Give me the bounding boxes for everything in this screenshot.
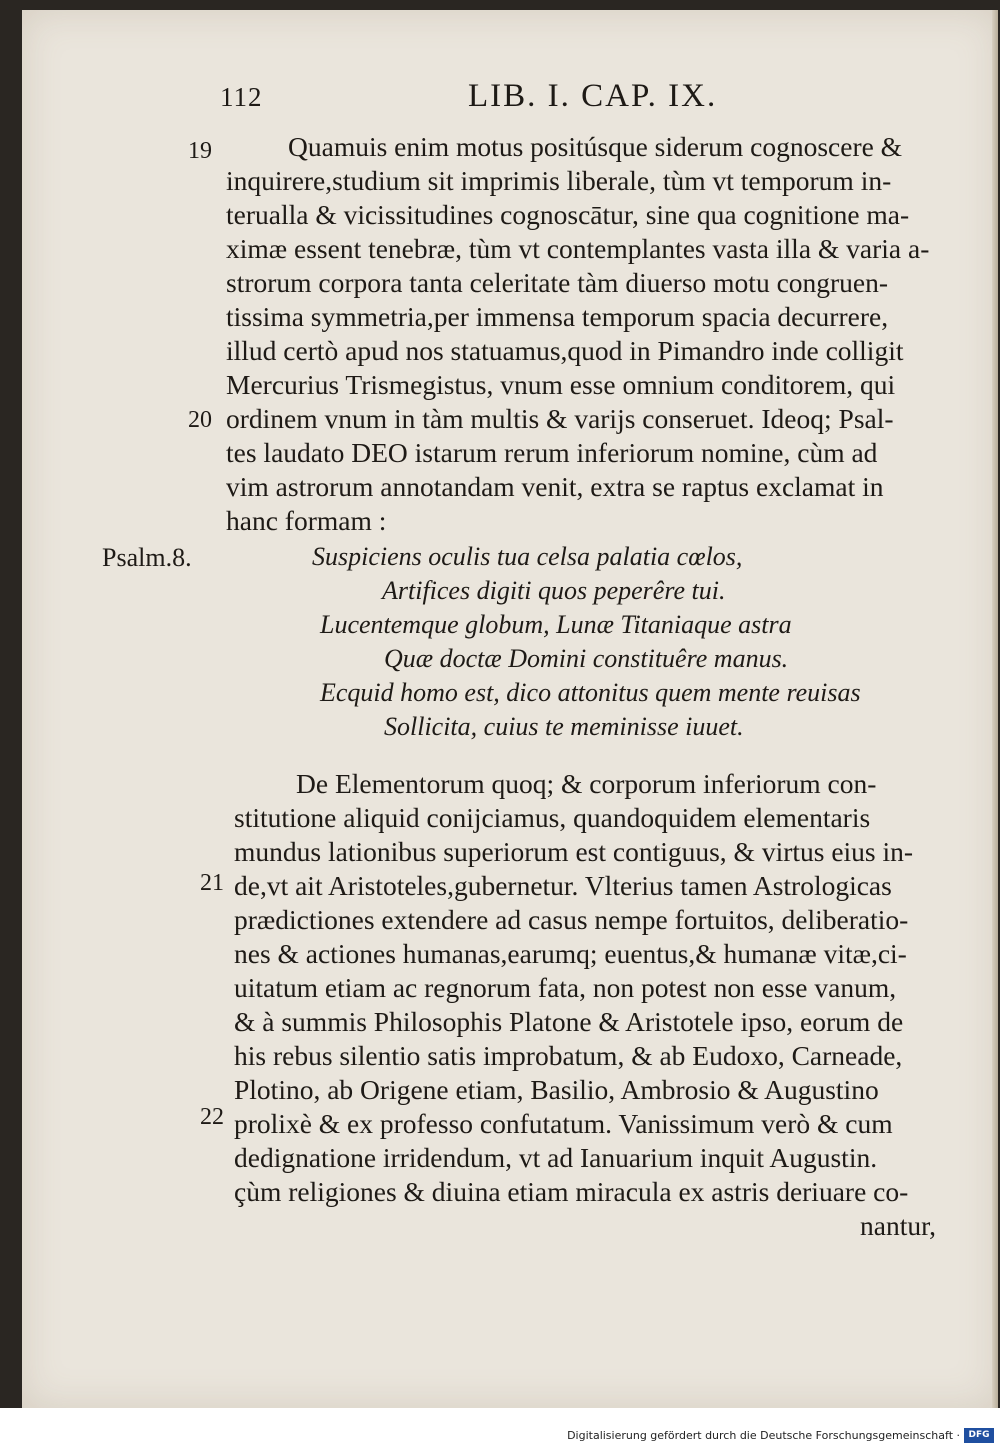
text-line: strorum corpora tanta celeritate tàm diuerso motu congruen- (226, 267, 889, 298)
text-line: prædictiones extendere ad casus nempe fortuitos, deliberatio- (234, 904, 909, 935)
text-line: nes & actiones humanas,earumq; euentus,& humanæ vitæ,ci- (234, 938, 907, 969)
text-line: nantur, (860, 1210, 937, 1241)
margin-note-psalm: Psalm.8. (102, 543, 192, 572)
text-line: De Elementorum quoq; & corporum inferiorum con- (296, 768, 877, 799)
text-line: & à summis Philosophis Platone & Aristotele ipso, eorum de (234, 1006, 904, 1037)
text-line: his rebus silentio satis improbatum, & ab Eudoxo, Carneade, (234, 1040, 903, 1071)
verse-line: Artifices digiti quos peperêre tui. (382, 576, 726, 605)
text-line: tes laudato DEO istarum rerum inferiorum nomine, cùm ad (226, 437, 878, 468)
text-line: Plotino, ab Origene etiam, Basilio, Ambrosio & Augustino (234, 1074, 879, 1105)
text-line: ordinem vnum in tàm multis & varijs conseruet. Ideoq; Psal- (226, 403, 894, 434)
footer-credit: Digitalisierung gefördert durch die Deutsche Forschungsgemeinschaft · (567, 1429, 960, 1442)
text-line: ximæ essent tenebræ, tùm vt contemplantes vasta illa & varia a- (226, 233, 930, 264)
text-line: illud certò apud nos statuamus,quod in Pimandro inde colligit (226, 335, 904, 366)
dfg-logo-icon: DFG (964, 1428, 994, 1443)
text-line: dedignatione irridendum, vt ad Ianuarium inquit Augustin. (234, 1142, 878, 1173)
verse-line: Suspiciens oculis tua celsa palatia cœlos, (312, 542, 743, 571)
verse-line: Ecquid homo est, dico attonitus quem mente reuisas (320, 678, 861, 707)
section-number-19: 19 (188, 138, 212, 164)
section-number-21: 21 (200, 870, 224, 896)
page-edge (992, 10, 998, 1408)
book-page (22, 10, 998, 1408)
text-line: mundus lationibus superiorum est contiguus, & virtus eius in- (234, 836, 914, 867)
digitization-footer (0, 1408, 1000, 1449)
text-line: hanc formam : (226, 505, 387, 536)
verse-line: Quæ doctæ Domini constituêre manus. (384, 644, 789, 673)
text-line: çùm religiones & diuina etiam miracula ex astris deriuare co- (234, 1176, 909, 1207)
text-line: tissima symmetria,per immensa temporum spacia decurrere, (226, 301, 889, 332)
page-header (22, 78, 998, 118)
text-line: uitatum etiam ac regnorum fata, non potest non esse vanum, (234, 972, 897, 1003)
text-line: vim astrorum annotandam venit, extra se raptus exclamat in (226, 471, 884, 502)
running-head: LIB. I. CAP. IX. (468, 78, 718, 114)
text-line: inquirere,studium sit imprimis liberale, tùm vt temporum in- (226, 165, 892, 196)
text-line: stitutione aliquid conijciamus, quandoquidem elementaris (234, 802, 871, 833)
text-line: terualla & vicissitudines cognoscātur, sine qua cognitione ma- (226, 199, 910, 230)
text-line: prolixè & ex professo confutatum. Vanissimum verò & cum (234, 1108, 893, 1139)
text-line: Mercurius Trismegistus, vnum esse omnium conditorem, qui (226, 369, 896, 400)
text-line: Quamuis enim motus positúsque siderum cognoscere & (288, 131, 903, 162)
text-line: de,vt ait Aristoteles,gubernetur. Vlterius tamen Astrologicas (234, 870, 892, 901)
section-number-20: 20 (188, 407, 212, 433)
verse-line: Sollicita, cuius te meminisse iuuet. (384, 712, 744, 741)
verse-line: Lucentemque globum, Lunæ Titaniaque astra (320, 610, 792, 639)
section-number-22: 22 (200, 1104, 224, 1130)
page-number: 112 (220, 82, 263, 112)
